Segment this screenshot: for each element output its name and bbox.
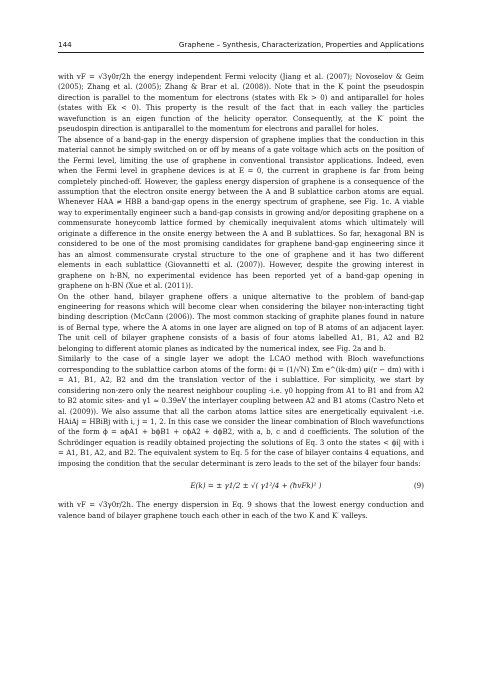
equation-number: (9) <box>413 480 424 490</box>
page-number: 144 <box>58 40 72 49</box>
body-text <box>58 72 424 469</box>
paragraph: with vF = √3γ0r/2h the energy independent Fermi velocity (Jiang et al. (2007); Novoselov & Geim (2005); Zhang et al. (2005); Zhang & Brar et al. (2008)). Note that in the K point the pseudospin direction is parallel to the momentum for electrons (states with Ek > 0) and antiparallel for holes (states with Ek < 0). This property is the result of the fact that in each valley the particles wavefunction is an eigen function of the helicity operator. Consequently, at the K′ point the pseudospin direction is antiparallel to the momentum for electrons and parallel for holes. <box>58 72 424 134</box>
paragraph: Similarly to the case of a single layer we adopt the LCAO method with Bloch wavefunctions corresponding to the sublattice carbon atoms of the form: ϕi = (1/√N) Σm e^(ik·dm) φi(r − dm) with i = A1, B1, A2, B2 and dm the translation vector of the i sublattice. For simplicity, we start by considering non-zero only the nearest neighbour coupling -i.e. γ0 hopping from A1 to B1 and from A2 to B2 atomic sites- and γ1 ≈ 0.39eV the interlayer coupling between A2 and B1 atoms (Castro Neto et al. (2009)). We also assume that all the carbon atoms lattice sites are energetically equivalent -i.e. HAiAj = HBiBj with i, j = 1, 2. In this case we consider the linear combination of Bloch wavefunctions of the form ϕ = aϕA1 + bϕB1 + cϕA2 + dϕB2, with a, b, c and d coefficients. The solution of the Schrödinger equation is readily obtained projecting the solutions of Eq. 3 onto the states < ϕi| with i = A1, B1, A2, and B2. The equivalent system to Eq. 5 for the case of bilayer contains 4 equations, and imposing the condition that the secular determinant is zero leads to the set of the bilayer four bands: <box>58 354 424 468</box>
running-title: Graphene – Synthesis, Characterization, Properties and Applications <box>178 40 424 49</box>
equation-body: E(k) = ± γ1/2 ± √( γ1²/4 + (ħvFk)² ) <box>190 480 322 490</box>
equation-9 <box>58 471 424 499</box>
paragraph: On the other hand, bilayer graphene offers a unique alternative to the problem of band-gap engineering for reasons which will become clear when considering the bilayer non-interacting tight binding description (McCann (2006)). The most common stacking of graphite planes found in nature is of Bernal type, where the A atoms in one layer are aligned on top of B atoms of an adjacent layer. The unit cell of bilayer graphene consists of a basis of four atoms labelled A1, B1, A2 and B2 belonging to different atomic planes as indicated by the numerical index, see Fig. 2a and b. <box>58 291 424 353</box>
page <box>58 40 424 521</box>
paragraph: The absence of a band-gap in the energy dispersion of graphene implies that the conduction in this material cannot be simply switched on or off by means of a gate voltage which acts on the position of the Fermi level, limiting the use of graphene in conventional transistor applications. Indeed, even when the Fermi level in graphene devices is at E = 0, the current in graphene is far from being completely pinched-off. However, the gapless energy dispersion of graphene is a consequence of the assumption that the electron onsite energy between the A and B sublattice carbon atoms are equal. Whenever HAA ≠ HBB a band-gap opens in the energy spectrum of graphene, see Fig. 1c. A viable way to experimentally engineer such a band-gap consists in growing and/or depositing graphene on a commensurate honeycomb lattice formed by chemically inequivalent atoms which ultimately will originate a difference in the onsite energy between the A and B sublattices. So far, hexagonal BN is considered to be one of the most promising candidates for graphene band-gap engineering since it has an almost commensurate crystal structure to the one of graphene and it has two different elements in each sublattice (Giovannetti et al. (2007)). However, despite the growing interest in graphene on h-BN, no experimental evidence has been reported yet of a band-gap opening in graphene on h-BN (Xue et al. (2011)). <box>58 134 424 291</box>
running-header <box>58 40 424 53</box>
closing-paragraph: with vF = √3γ0r/2h. The energy dispersion in Eq. 9 shows that the lowest energy conduction and valence band of bilayer graphene touch each other in each of the two K and K′ valleys. <box>58 500 424 520</box>
